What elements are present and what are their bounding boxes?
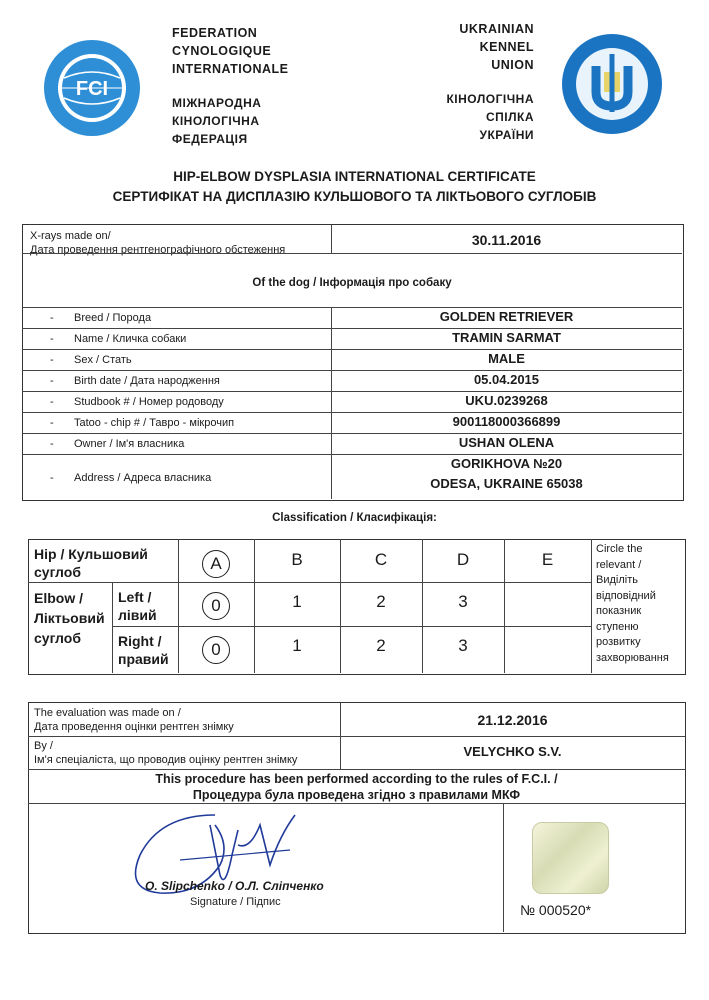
elbow-label: Elbow / Ліктьовий суглоб	[34, 590, 105, 646]
left-elbow-grade-0[interactable]	[178, 592, 254, 620]
eval-by: VELYCHKO S.V.	[463, 744, 562, 759]
eval-date-label: The evaluation was made on / Дата проведення оцінки рентген знімку	[34, 707, 234, 733]
fci-logo-text: FCI	[75, 78, 109, 100]
dog-field-label: Sex / Стать	[74, 354, 132, 366]
fci-name-en: FEDERATION CYNOLOGIQUE INTERNATIONALE	[172, 26, 289, 76]
dash: -	[50, 333, 54, 345]
xray-date: 30.11.2016	[471, 232, 542, 248]
dog-field-label: Breed / Порода	[74, 312, 152, 324]
title-ua: СЕРТИФІКАТ НА ДИСПЛАЗІЮ КУЛЬШОВОГО ТА ЛІКТЬОВОГО СУГЛОБІВ	[112, 189, 597, 204]
right-elbow-grade-3[interactable]	[422, 636, 504, 656]
hip-grade-label: E	[541, 550, 554, 569]
hip-label: Hip / Кульшовий суглоб	[34, 546, 148, 580]
right-elbow-grade-label: 3	[458, 636, 468, 655]
left-elbow-grade-2[interactable]	[340, 592, 422, 612]
signatory-name: O. Slipchenko / О.Л. Сліпченко	[145, 879, 324, 893]
classification-title: Classification / Класифікація:	[272, 512, 437, 524]
signature-caption: Signature / Підпис	[190, 896, 281, 908]
fci-name-ua: МІЖНАРОДНА КІНОЛОГІЧНА ФЕДЕРАЦІЯ	[172, 96, 262, 146]
uku-name-ua: КІНОЛОГІЧНА СПІЛКА УКРАЇНИ	[446, 92, 534, 142]
serial-number: № 000520*	[520, 902, 592, 918]
dash: -	[50, 472, 54, 484]
hip-grade-label: A	[202, 550, 230, 578]
dash: -	[50, 354, 54, 366]
hip-grade-b[interactable]	[254, 550, 340, 570]
hip-grade-label: B	[291, 550, 303, 569]
dash: -	[50, 417, 54, 429]
uku-logo	[560, 32, 664, 136]
dog-field-label: Studbook # / Номер родоводу	[74, 396, 224, 408]
dog-field-label: Tatoo - chip # / Тавро - мікрочип	[74, 417, 235, 429]
right-elbow-grade-0[interactable]	[178, 636, 254, 664]
address-line2: ODESA, UKRAINE 65038	[430, 476, 583, 491]
right-label: Right / правий	[118, 633, 169, 667]
uku-name-en: UKRAINIAN KENNEL UNION	[459, 22, 534, 72]
dash: -	[50, 375, 54, 387]
left-elbow-grade-3[interactable]	[422, 592, 504, 612]
right-elbow-grade-label: 0	[202, 636, 230, 664]
dash: -	[50, 438, 54, 450]
left-elbow-grade-1[interactable]	[254, 592, 340, 612]
dog-field-value: 05.04.2015	[473, 372, 540, 387]
eval-date: 21.12.2016	[477, 712, 548, 728]
hip-grade-d[interactable]	[422, 550, 504, 570]
dog-field-label: Birth date / Дата народження	[74, 375, 220, 387]
fci-logo	[42, 38, 142, 138]
left-elbow-grade-label: 1	[292, 592, 302, 611]
circle-note: Circle the relevant / Виділіть відповідний показник ступеню розвитку захворювання	[596, 543, 669, 664]
hip-grade-e[interactable]	[504, 550, 591, 570]
eval-by-label: By / Ім'я спеціаліста, що проводив оцінку рентген знімку	[34, 740, 298, 766]
dog-field-value: UKU.0239268	[465, 393, 548, 408]
dash: -	[50, 312, 54, 324]
dash: -	[50, 396, 54, 408]
right-elbow-grade-2[interactable]	[340, 636, 422, 656]
hip-grade-label: D	[456, 550, 470, 569]
dog-field-value: MALE	[488, 351, 525, 366]
left-elbow-grade-label: 2	[376, 592, 386, 611]
dog-field-value: USHAN OLENA	[458, 435, 555, 450]
hip-grade-a[interactable]	[178, 550, 254, 578]
right-elbow-grade-label: 2	[376, 636, 386, 655]
dog-field-value: 900118000366899	[452, 414, 561, 429]
dog-field-value: GOLDEN RETRIEVER	[439, 309, 574, 324]
dog-field-label: Owner / Ім'я власника	[74, 438, 185, 450]
xray-label: X-rays made on/ Дата проведення рентгенографічного обстеження	[30, 230, 286, 256]
hologram-seal	[532, 822, 609, 894]
right-elbow-grade-label: 1	[292, 636, 302, 655]
right-elbow-grade-1[interactable]	[254, 636, 340, 656]
dog-section-title: Of the dog / Інформація про собаку	[252, 277, 452, 289]
hip-grade-c[interactable]	[340, 550, 422, 570]
left-elbow-grade-label: 0	[202, 592, 230, 620]
dog-field-value: TRAMIN SARMAT	[452, 330, 561, 345]
dog-field-label: Name / Кличка собаки	[74, 333, 187, 345]
left-label: Left / лівий	[118, 589, 157, 623]
title-en: HIP-ELBOW DYSPLASIA INTERNATIONAL CERTIFICATE	[173, 169, 536, 184]
address-label: Address / Адреса власника	[74, 472, 212, 484]
left-elbow-grade-label: 3	[458, 592, 468, 611]
procedure-note: This procedure has been performed according to the rules of F.C.I. / Процедура була проведена згідно з правилами МКФ	[155, 772, 558, 802]
address-line1: GORIKHOVA №20	[450, 456, 563, 471]
hip-grade-label: C	[374, 550, 388, 569]
